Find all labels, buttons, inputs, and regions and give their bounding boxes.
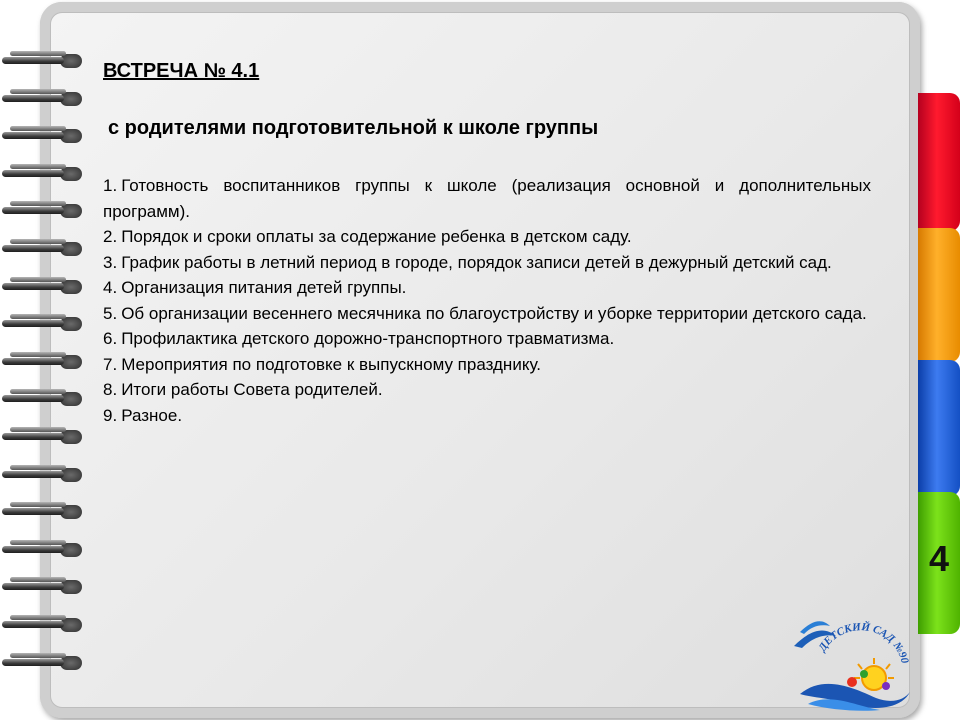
ring-wire (2, 546, 64, 553)
agenda-item: 3. График работы в летний период в городе, порядок записи детей в дежурный детский сад. (103, 252, 832, 272)
agenda-item: 6. Профилактика детского дорожно-транспортного травматизма. (103, 329, 615, 348)
ring-wire (2, 583, 64, 590)
spiral-ring (2, 90, 84, 108)
spiral-ring (2, 52, 84, 70)
ring-wire (2, 659, 64, 666)
spiral-ring (2, 278, 84, 296)
ring-wire (2, 283, 64, 290)
agenda-list (103, 173, 871, 428)
ring-wire (2, 170, 64, 177)
ring-wire-top (10, 465, 66, 470)
agenda-item: 1. Готовность воспитанников группы к школе (реализация основной и дополнительных программ). (103, 176, 871, 221)
spiral-ring (2, 503, 84, 521)
spiral-ring (2, 428, 84, 446)
tab-blue[interactable] (918, 360, 960, 496)
ring-wire (2, 471, 64, 478)
ring-wire-top (10, 51, 66, 56)
ring-wire-top (10, 277, 66, 282)
agenda-item: 7. Мероприятия по подготовке к выпускному празднику. (103, 354, 541, 374)
spiral-ring (2, 353, 84, 371)
spiral-ring (2, 578, 84, 596)
ring-wire (2, 207, 64, 214)
tab-red[interactable] (918, 93, 960, 231)
ring-wire-top (10, 427, 66, 432)
svg-text:ДЕТСКИЙ САД №90: ДЕТСКИЙ САД №90 (816, 621, 911, 665)
spiral-ring (2, 165, 84, 183)
spiral-ring (2, 240, 84, 258)
tab-orange[interactable] (918, 228, 960, 362)
ring-wire (2, 358, 64, 365)
ring-wire-top (10, 126, 66, 131)
ring-wire (2, 95, 64, 102)
spiral-ring (2, 616, 84, 634)
ring-wire-top (10, 540, 66, 545)
spiral-ring (2, 202, 84, 220)
ring-wire-top (10, 615, 66, 620)
spiral-ring (2, 654, 84, 672)
ring-wire-top (10, 389, 66, 394)
ring-wire (2, 245, 64, 252)
spiral-ring (2, 315, 84, 333)
kindergarten-logo (790, 612, 914, 712)
agenda-item: 8. Итоги работы Совета родителей. (103, 380, 383, 399)
ring-wire-top (10, 577, 66, 582)
page-title: ВСТРЕЧА № 4.1 (103, 60, 260, 82)
ring-wire (2, 57, 64, 64)
ring-wire-top (10, 164, 66, 169)
spiral-ring (2, 541, 84, 559)
ring-wire (2, 508, 64, 515)
ring-wire-top (10, 653, 66, 658)
spiral-binding (0, 52, 90, 682)
ring-wire-top (10, 89, 66, 94)
ring-wire (2, 320, 64, 327)
ring-wire-top (10, 352, 66, 357)
ring-wire (2, 132, 64, 139)
ring-wire-top (10, 314, 66, 319)
ring-wire (2, 621, 64, 628)
ring-wire (2, 395, 64, 402)
agenda-item: 4. Организация питания детей группы. (103, 278, 407, 297)
spiral-ring (2, 127, 84, 145)
ring-wire-top (10, 239, 66, 244)
spiral-ring (2, 466, 84, 484)
ring-wire-top (10, 502, 66, 507)
page-subtitle: с родителями подготовительной к школе группы (108, 117, 599, 139)
ring-wire-top (10, 201, 66, 206)
spiral-ring (2, 390, 84, 408)
agenda-item: 9. Разное. (103, 405, 183, 425)
agenda-item: 5. Об организации весеннего месячника по благоустройству и уборке территории детского сада. (103, 303, 867, 323)
agenda-item: 2. Порядок и сроки оплаты за содержание ребенка в детском саду. (103, 227, 632, 246)
ring-wire (2, 433, 64, 440)
tab-number: 4 (928, 538, 950, 579)
